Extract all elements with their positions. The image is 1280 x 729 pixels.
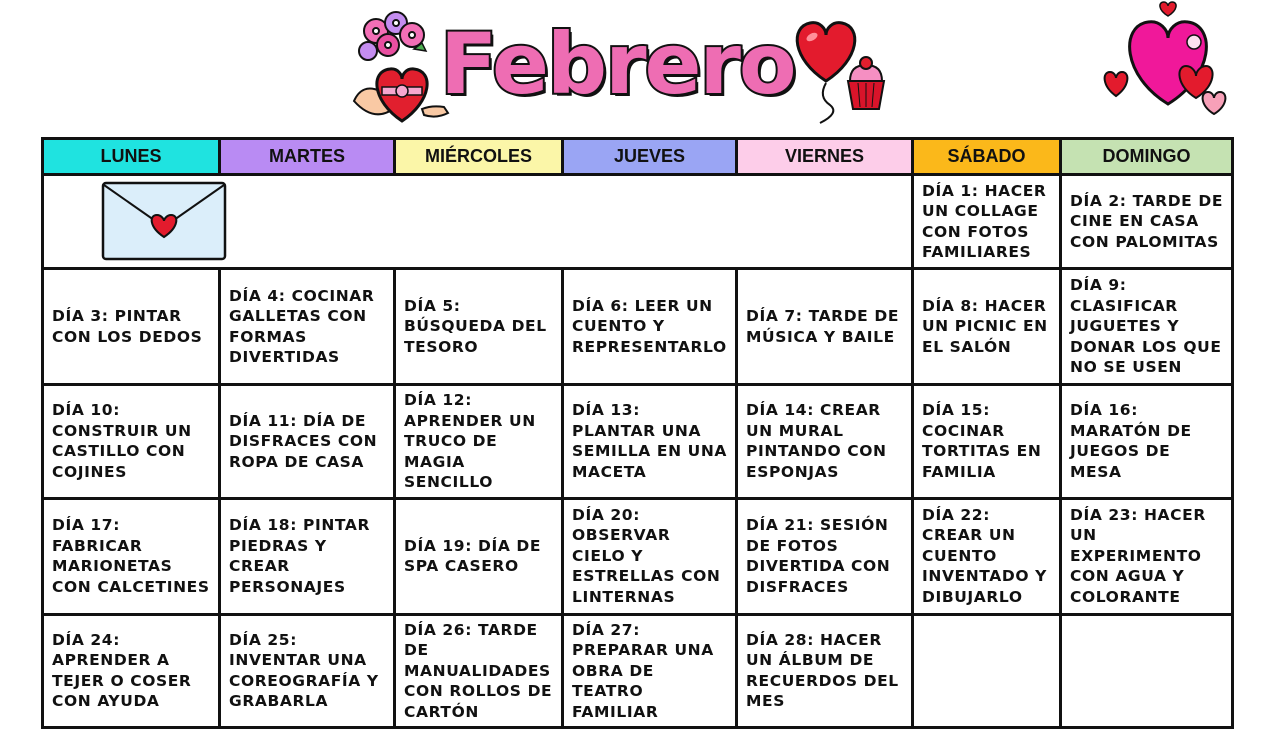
weekday-header-row [43,139,1233,175]
day-cell [395,498,563,614]
day-activity: DÍA 26: TARDE DE MANUALIDADES CON ROLLOS DE CARTÓN [404,620,553,721]
page-title: Febrero [440,15,795,113]
empty-days-cell [43,175,913,269]
day-cell [1061,175,1233,269]
day-activity: DÍA 12: APRENDER UN TRUCO DE MAGIA SENCILLO [404,391,536,491]
day-cell [737,385,913,499]
day-cell [563,498,737,614]
day-cell [43,269,220,385]
day-activity: DÍA 2: TARDE DE CINE EN CASA CON PALOMITAS [1070,191,1224,251]
day-cell [563,614,737,728]
day-activity: DÍA 4: COCINAR GALLETAS CON FORMAS DIVERTIDAS [229,286,375,366]
day-activity: DÍA 6: LEER UN CUENTO Y REPRESENTARLO [572,296,727,356]
day-cell [220,269,395,385]
day-cell [395,614,563,728]
week-row-5 [43,614,1233,728]
hearts-cluster-icon [1100,0,1235,118]
day-activity: DÍA 21: SESIÓN DE FOTOS DIVERTIDA CON DISFRACES [746,516,891,596]
weekday-lunes: LUNES [43,139,220,175]
day-cell [220,614,395,728]
day-activity [914,667,1059,675]
day-activity: DÍA 18: PINTAR PIEDRAS Y CREAR PERSONAJES [229,516,370,596]
day-activity: DÍA 14: CREAR UN MURAL PINTANDO CON ESPONJAS [746,401,887,481]
weekday-martes: MARTES [220,139,395,175]
day-cell [395,385,563,499]
day-cell [913,614,1061,728]
weekday-viernes: VIERNES [737,139,913,175]
day-cell [1061,269,1233,385]
weekday-sabado: SÁBADO [913,139,1061,175]
day-activity: DÍA 11: DÍA DE DISFRACES CON ROPA DE CASA [229,411,378,471]
week-row-3 [43,385,1233,499]
day-cell [737,614,913,728]
day-cell [1061,385,1233,499]
day-cell [737,498,913,614]
heart-box-icon [352,57,450,127]
weekday-miercoles: MIÉRCOLES [395,139,563,175]
day-cell [563,385,737,499]
day-activity: DÍA 17: FABRICAR MARIONETAS CON CALCETINES [52,516,210,596]
cupcake-icon [844,53,889,113]
day-activity: DÍA 5: BÚSQUEDA DEL TESORO [404,296,547,356]
day-activity: DÍA 24: APRENDER A TEJER O COSER CON AYUDA [52,630,192,711]
weekday-jueves: JUEVES [563,139,737,175]
day-activity: DÍA 1: HACER UN COLLAGE CON FOTOS FAMILIARES [922,181,1047,261]
day-activity: DÍA 16: MARATÓN DE JUEGOS DE MESA [1070,401,1192,481]
day-cell [43,498,220,614]
week-row-2 [43,269,1233,385]
day-activity: DÍA 15: COCINAR TORTITAS EN FAMILIA [922,401,1042,481]
week-row-4 [43,498,1233,614]
day-activity: DÍA 19: DÍA DE SPA CASERO [404,536,542,575]
day-cell [913,498,1061,614]
title-banner [350,5,895,130]
day-cell [395,269,563,385]
day-activity: DÍA 13: PLANTAR UNA SEMILLA EN UNA MACETA [572,401,727,481]
day-activity: DÍA 23: HACER UN EXPERIMENTO CON AGUA Y COLORANTE [1070,505,1206,606]
day-cell [220,385,395,499]
day-cell [43,385,220,499]
envelope-heart-icon [101,181,229,263]
day-activity [1062,667,1231,675]
day-activity: DÍA 28: HACER UN ÁLBUM DE RECUERDOS DEL MES [746,630,899,711]
day-cell [913,269,1061,385]
day-activity: DÍA 25: INVENTAR UNA COREOGRAFÍA Y GRABARLA [229,630,379,711]
day-cell [1061,614,1233,728]
day-cell [737,269,913,385]
day-cell [913,175,1061,269]
day-cell [43,614,220,728]
day-activity: DÍA 9: CLASIFICAR JUGUETES Y DONAR LOS QUE NO SE USEN [1070,276,1222,377]
day-cell [563,269,737,385]
page-header [0,0,1280,136]
day-cell [913,385,1061,499]
weekday-domingo: DOMINGO [1061,139,1233,175]
day-activity: DÍA 27: PREPARAR UNA OBRA DE TEATRO FAMILIAR [572,620,714,721]
day-activity: DÍA 20: OBSERVAR CIELO Y ESTRELLAS CON LINTERNAS [572,505,721,606]
day-cell [220,498,395,614]
day-activity: DÍA 3: PINTAR CON LOS DEDOS [52,307,203,346]
day-cell [1061,498,1233,614]
calendar-grid [41,137,1234,729]
day-activity: DÍA 8: HACER UN PICNIC EN EL SALÓN [922,296,1048,356]
week-row-1 [43,175,1233,269]
day-activity: DÍA 7: TARDE DE MÚSICA Y BAILE [746,307,900,346]
day-activity: DÍA 22: CREAR UN CUENTO INVENTADO Y DIBUJARLO [922,505,1047,606]
day-activity: DÍA 10: CONSTRUIR UN CASTILLO CON COJINES [52,401,192,481]
